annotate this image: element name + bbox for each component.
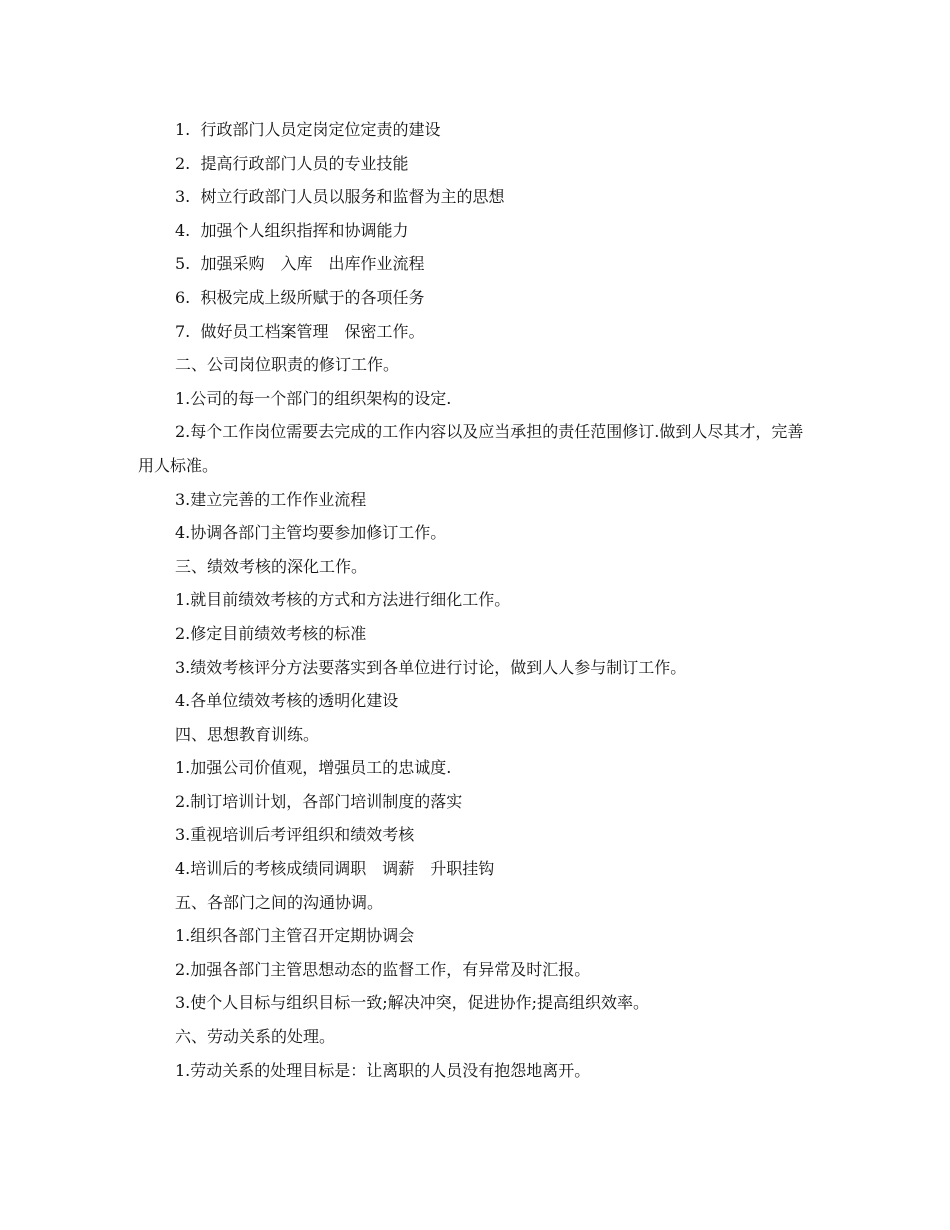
list-item: 2.每个工作岗位需要去完成的工作内容以及应当承担的责任范围修订.做到人尽其才，完善用人标准。: [138, 422, 804, 475]
list-item: 3.使个人目标与组织目标一致;解决冲突，促进协作;提高组织效率。: [175, 993, 650, 1013]
list-item: 1.加强公司价值观，增强员工的忠诚度.: [175, 758, 452, 778]
list-item: 2.制订培训计划，各部门培训制度的落实: [175, 791, 463, 811]
list-item: 7. 做好员工档案管理 保密工作。: [175, 321, 425, 341]
list-item: 4.协调各部门主管均要参加修订工作。: [175, 523, 447, 543]
list-item: 4.培训后的考核成绩同调职 调薪 升职挂钩: [175, 859, 495, 879]
list-item: 5. 加强采购 入库 出库作业流程: [175, 254, 425, 274]
list-item: 6. 积极完成上级所赋于的各项任务: [175, 287, 425, 307]
list-item: 3.重视培训后考评组织和绩效考核: [175, 825, 415, 845]
list-item: 1.劳动关系的处理目标是：让离职的人员没有抱怨地离开。: [175, 1060, 591, 1080]
list-item: 3.建立完善的工作作业流程: [175, 489, 367, 509]
document-body: [138, 113, 818, 1087]
list-item: 3. 树立行政部门人员以服务和监督为主的思想: [175, 187, 505, 207]
list-item: 2.修定目前绩效考核的标准: [175, 623, 367, 643]
section-heading: 六、劳动关系的处理。: [175, 1027, 336, 1047]
section-heading: 二、公司岗位职责的修订工作。: [175, 355, 400, 375]
list-item: 1.公司的每一个部门的组织架构的设定.: [175, 388, 452, 408]
list-item: 2.加强各部门主管思想动态的监督工作，有异常及时汇报。: [175, 959, 591, 979]
section-heading: 五、各部门之间的沟通协调。: [175, 892, 384, 912]
list-item: 1.组织各部门主管召开定期协调会: [175, 926, 415, 946]
list-item: 1.就目前绩效考核的方式和方法进行细化工作。: [175, 590, 511, 610]
section-heading: 四、思想教育训练。: [175, 724, 320, 744]
list-item: 3.绩效考核评分方法要落实到各单位进行讨论，做到人人参与制订工作。: [175, 657, 687, 677]
list-item: 1. 行政部门人员定岗定位定责的建设: [175, 120, 441, 139]
list-item: 4.各单位绩效考核的透明化建设: [175, 691, 399, 711]
list-item: 4. 加强个人组织指挥和协调能力: [175, 220, 409, 240]
section-heading: 三、绩效考核的深化工作。: [175, 556, 368, 576]
list-item: 2. 提高行政部门人员的专业技能: [175, 153, 409, 173]
